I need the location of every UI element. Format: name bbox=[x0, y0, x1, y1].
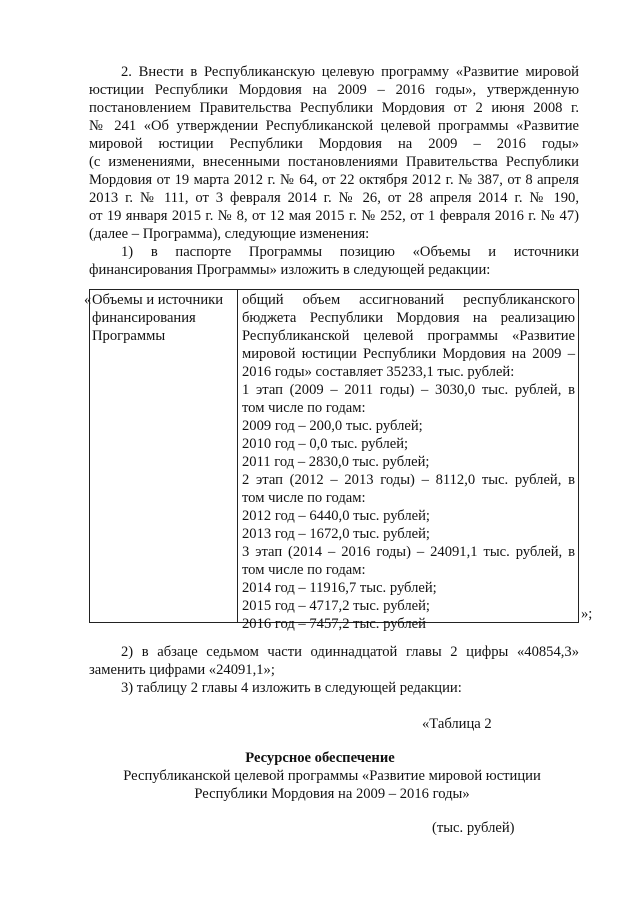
table-left-cell bbox=[92, 291, 236, 345]
resource-heading: Ресурсное обеспечение bbox=[245, 750, 395, 766]
table-column-divider bbox=[237, 289, 238, 623]
item2-line: № 241 «Об утверждении Республиканской целевой программы «Развитие bbox=[89, 118, 579, 134]
table-close-quote: »; bbox=[581, 606, 593, 622]
table-right-line: том числе по годам: bbox=[242, 490, 366, 506]
item2-line: (далее – Программа), следующие изменения: bbox=[89, 226, 370, 242]
table-right-cell bbox=[242, 291, 575, 633]
sub2-line: заменить цифрами «24091,1»; bbox=[89, 662, 275, 678]
table-right-line: 2010 год – 0,0 тыс. рублей; bbox=[242, 436, 409, 452]
units-label: (тыс. рублей) bbox=[432, 820, 515, 836]
table-right-line: общий объем ассигнований республиканского bbox=[242, 292, 575, 308]
table-right-line: бюджета Республики Мордовия на реализацию bbox=[242, 310, 575, 326]
table-right-line: 2011 год – 2830,0 тыс. рублей; bbox=[242, 454, 430, 470]
item2-line: мировой юстиции Республики Мордовия на 2009 – 2016 годы» bbox=[89, 136, 579, 152]
table-right-line: том числе по годам: bbox=[242, 562, 366, 578]
table-right-line: 2012 год – 6440,0 тыс. рублей; bbox=[242, 508, 430, 524]
table-right-line: 2016 год – 7457,2 тыс. рублей bbox=[242, 616, 426, 632]
table-right-line: 2014 год – 11916,7 тыс. рублей; bbox=[242, 580, 437, 596]
table-right-line: том числе по годам: bbox=[242, 400, 366, 416]
sub2-line: 2) в абзаце седьмом части одиннадцатой главы 2 цифры «40854,3» bbox=[121, 644, 579, 660]
resource-subheading-line: Республики Мордовия на 2009 – 2016 годы» bbox=[194, 786, 470, 802]
sub1-line: финансирования Программы» изложить в следующей редакции: bbox=[89, 262, 491, 278]
table-open-quote: « bbox=[84, 292, 92, 308]
item2-line: юстиции Республики Мордовия на 2009 – 2016 годы», утвержденную bbox=[89, 82, 579, 98]
passport-table bbox=[89, 289, 579, 632]
sub1-line: 1) в паспорте Программы позицию «Объемы и источники bbox=[121, 244, 579, 260]
table-left-line: финансирования bbox=[92, 310, 196, 326]
item2-line: (с изменениями, внесенными постановлениями Правительства Республики bbox=[89, 154, 579, 170]
item2-line: от 19 января 2015 г. № 8, от 12 мая 2015 г. № 252, от 1 февраля 2016 г. № 47) bbox=[89, 208, 579, 224]
table-right-line: 2016 годы» составляет 35233,1 тыс. рублей: bbox=[242, 364, 515, 380]
table-left-line: Программы bbox=[92, 328, 166, 344]
item2-line: 2. Внести в Республиканскую целевую программу «Развитие мировой bbox=[121, 64, 579, 80]
table-left-line: Объемы и источники bbox=[92, 292, 224, 308]
table-right-line: 2015 год – 4717,2 тыс. рублей; bbox=[242, 598, 430, 614]
resource-subheading-line: Республиканской целевой программы «Развитие мировой юстиции bbox=[123, 768, 541, 784]
table-right-line: 1 этап (2009 – 2011 годы) – 3030,0 тыс. рублей, в bbox=[242, 382, 575, 398]
sub3-paragraph: 3) таблицу 2 главы 4 изложить в следующей редакции: bbox=[121, 680, 462, 696]
table2-label: «Таблица 2 bbox=[422, 716, 492, 732]
item2-line: 2013 г. № 111, от 3 февраля 2014 г. № 26, от 28 апреля 2014 г. № 190, bbox=[89, 190, 579, 206]
table-right-line: 2009 год – 200,0 тыс. рублей; bbox=[242, 418, 423, 434]
table-right-line: 2 этап (2012 – 2013 годы) – 8112,0 тыс. рублей, в bbox=[242, 472, 575, 488]
item2-line: Мордовия от 19 марта 2012 г. № 64, от 22 октября 2012 г. № 387, от 8 апреля bbox=[89, 172, 579, 188]
item2-line: постановлением Правительства Республики Мордовия от 2 июня 2008 г. bbox=[89, 100, 579, 116]
table-right-line: Республиканской целевой программы «Развитие bbox=[242, 328, 575, 344]
table-right-line: 2013 год – 1672,0 тыс. рублей; bbox=[242, 526, 430, 542]
table-right-line: мировой юстиции Республики Мордовия на 2009 – bbox=[242, 346, 575, 362]
table-right-line: 3 этап (2014 – 2016 годы) – 24091,1 тыс. рублей, в bbox=[242, 544, 575, 560]
